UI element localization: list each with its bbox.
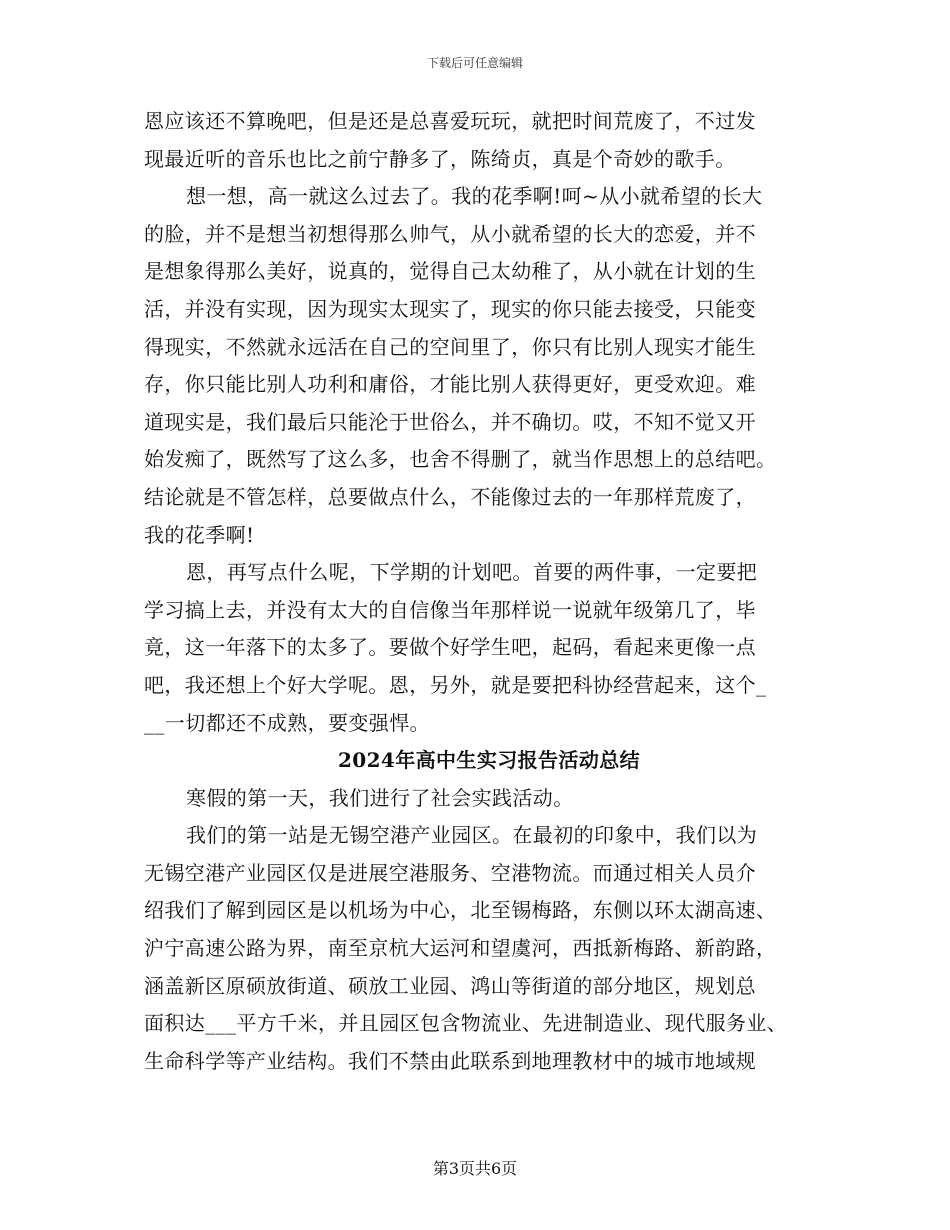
text-line: 道现实是，我们最后只能沦于世俗么，并不确切。哎，不知不觉又开 <box>144 409 756 434</box>
paragraph-start-line: 想一想，高一就这么过去了。我的花季啊!呵~从小就希望的长大 <box>186 184 763 209</box>
text-line: 生命科学等产业结构。我们不禁由此联系到地理教材中的城市地域规 <box>144 1048 756 1073</box>
text-line: 吧，我还想上个好大学呢。恩，另外，就是要把科协经营起来，这个_ <box>144 672 767 697</box>
paragraph-start-line: 我们的第一站是无锡空港产业园区。在最初的印象中，我们以为 <box>186 823 758 848</box>
text-line: 学习搞上去，并没有太大的自信像当年那样说一说就年级第几了，毕 <box>144 597 756 622</box>
text-line: 活，并没有实现，因为现实太现实了，现实的你只能去接受，只能变 <box>144 296 756 321</box>
text-line: 是想象得那么美好，说真的，觉得自己太幼稚了，从小就在计划的生 <box>144 259 756 284</box>
text-line: 存，你只能比别人功利和庸俗，才能比别人获得更好，更受欢迎。难 <box>144 372 756 397</box>
section-heading: 2024年高中生实习报告活动总结 <box>337 748 641 773</box>
text-line: 竟，这一年落下的太多了。要做个好学生吧，起码，看起来更像一点 <box>144 635 756 660</box>
text-line: 面积达___平方千米，并且园区包含物流业、先进制造业、现代服务业、 <box>144 1011 788 1036</box>
text-line: 恩应该还不算晚吧，但是还是总喜爱玩玩，就把时间荒废了，不过发 <box>144 109 756 133</box>
text-line: 沪宁高速公路为界，南至京杭大运河和望虞河，西抵新梅路、新韵路， <box>144 936 777 961</box>
text-line: 无锡空港产业园区仅是进展空港服务、空港物流。而通过相关人员介 <box>144 860 756 885</box>
text-line: 我的花季啊! <box>144 522 255 547</box>
text-line: 结论就是不管怎样，总要做点什么，不能像过去的一年那样荒废了， <box>144 484 756 509</box>
page-header: 下载后可任意编辑 <box>426 56 523 70</box>
page-number-footer: 第3页共6页 <box>432 1159 518 1178</box>
paragraph-start-line: 恩，再写点什么呢，下学期的计划吧。首要的两件事，一定要把 <box>186 560 758 585</box>
text-line: 的脸，并不是想当初想得那么帅气，从小就希望的长大的恋爱，并不 <box>144 221 756 246</box>
text-line: 得现实，不然就永远活在自己的空间里了，你只有比别人现实才能生 <box>144 334 756 359</box>
document-body <box>144 103 824 1080</box>
text-line: 始发痴了，既然写了这么多，也舍不得删了，就当作思想上的总结吧。 <box>144 447 777 472</box>
text-line: 绍我们了解到园区是以机场为中心，北至锡梅路，东侧以环太湖高速、 <box>144 898 777 923</box>
text-line: __一切都还不成熟，要变强悍。 <box>144 710 430 735</box>
text-line: 现最近听的音乐也比之前宁静多了，陈绮贞，真是个奇妙的歌手。 <box>144 146 736 171</box>
text-line: 涵盖新区原硕放街道、硕放工业园、鸿山等街道的部分地区，规划总 <box>144 973 756 998</box>
paragraph-start-line: 寒假的第一天，我们进行了社会实践活动。 <box>186 785 574 810</box>
